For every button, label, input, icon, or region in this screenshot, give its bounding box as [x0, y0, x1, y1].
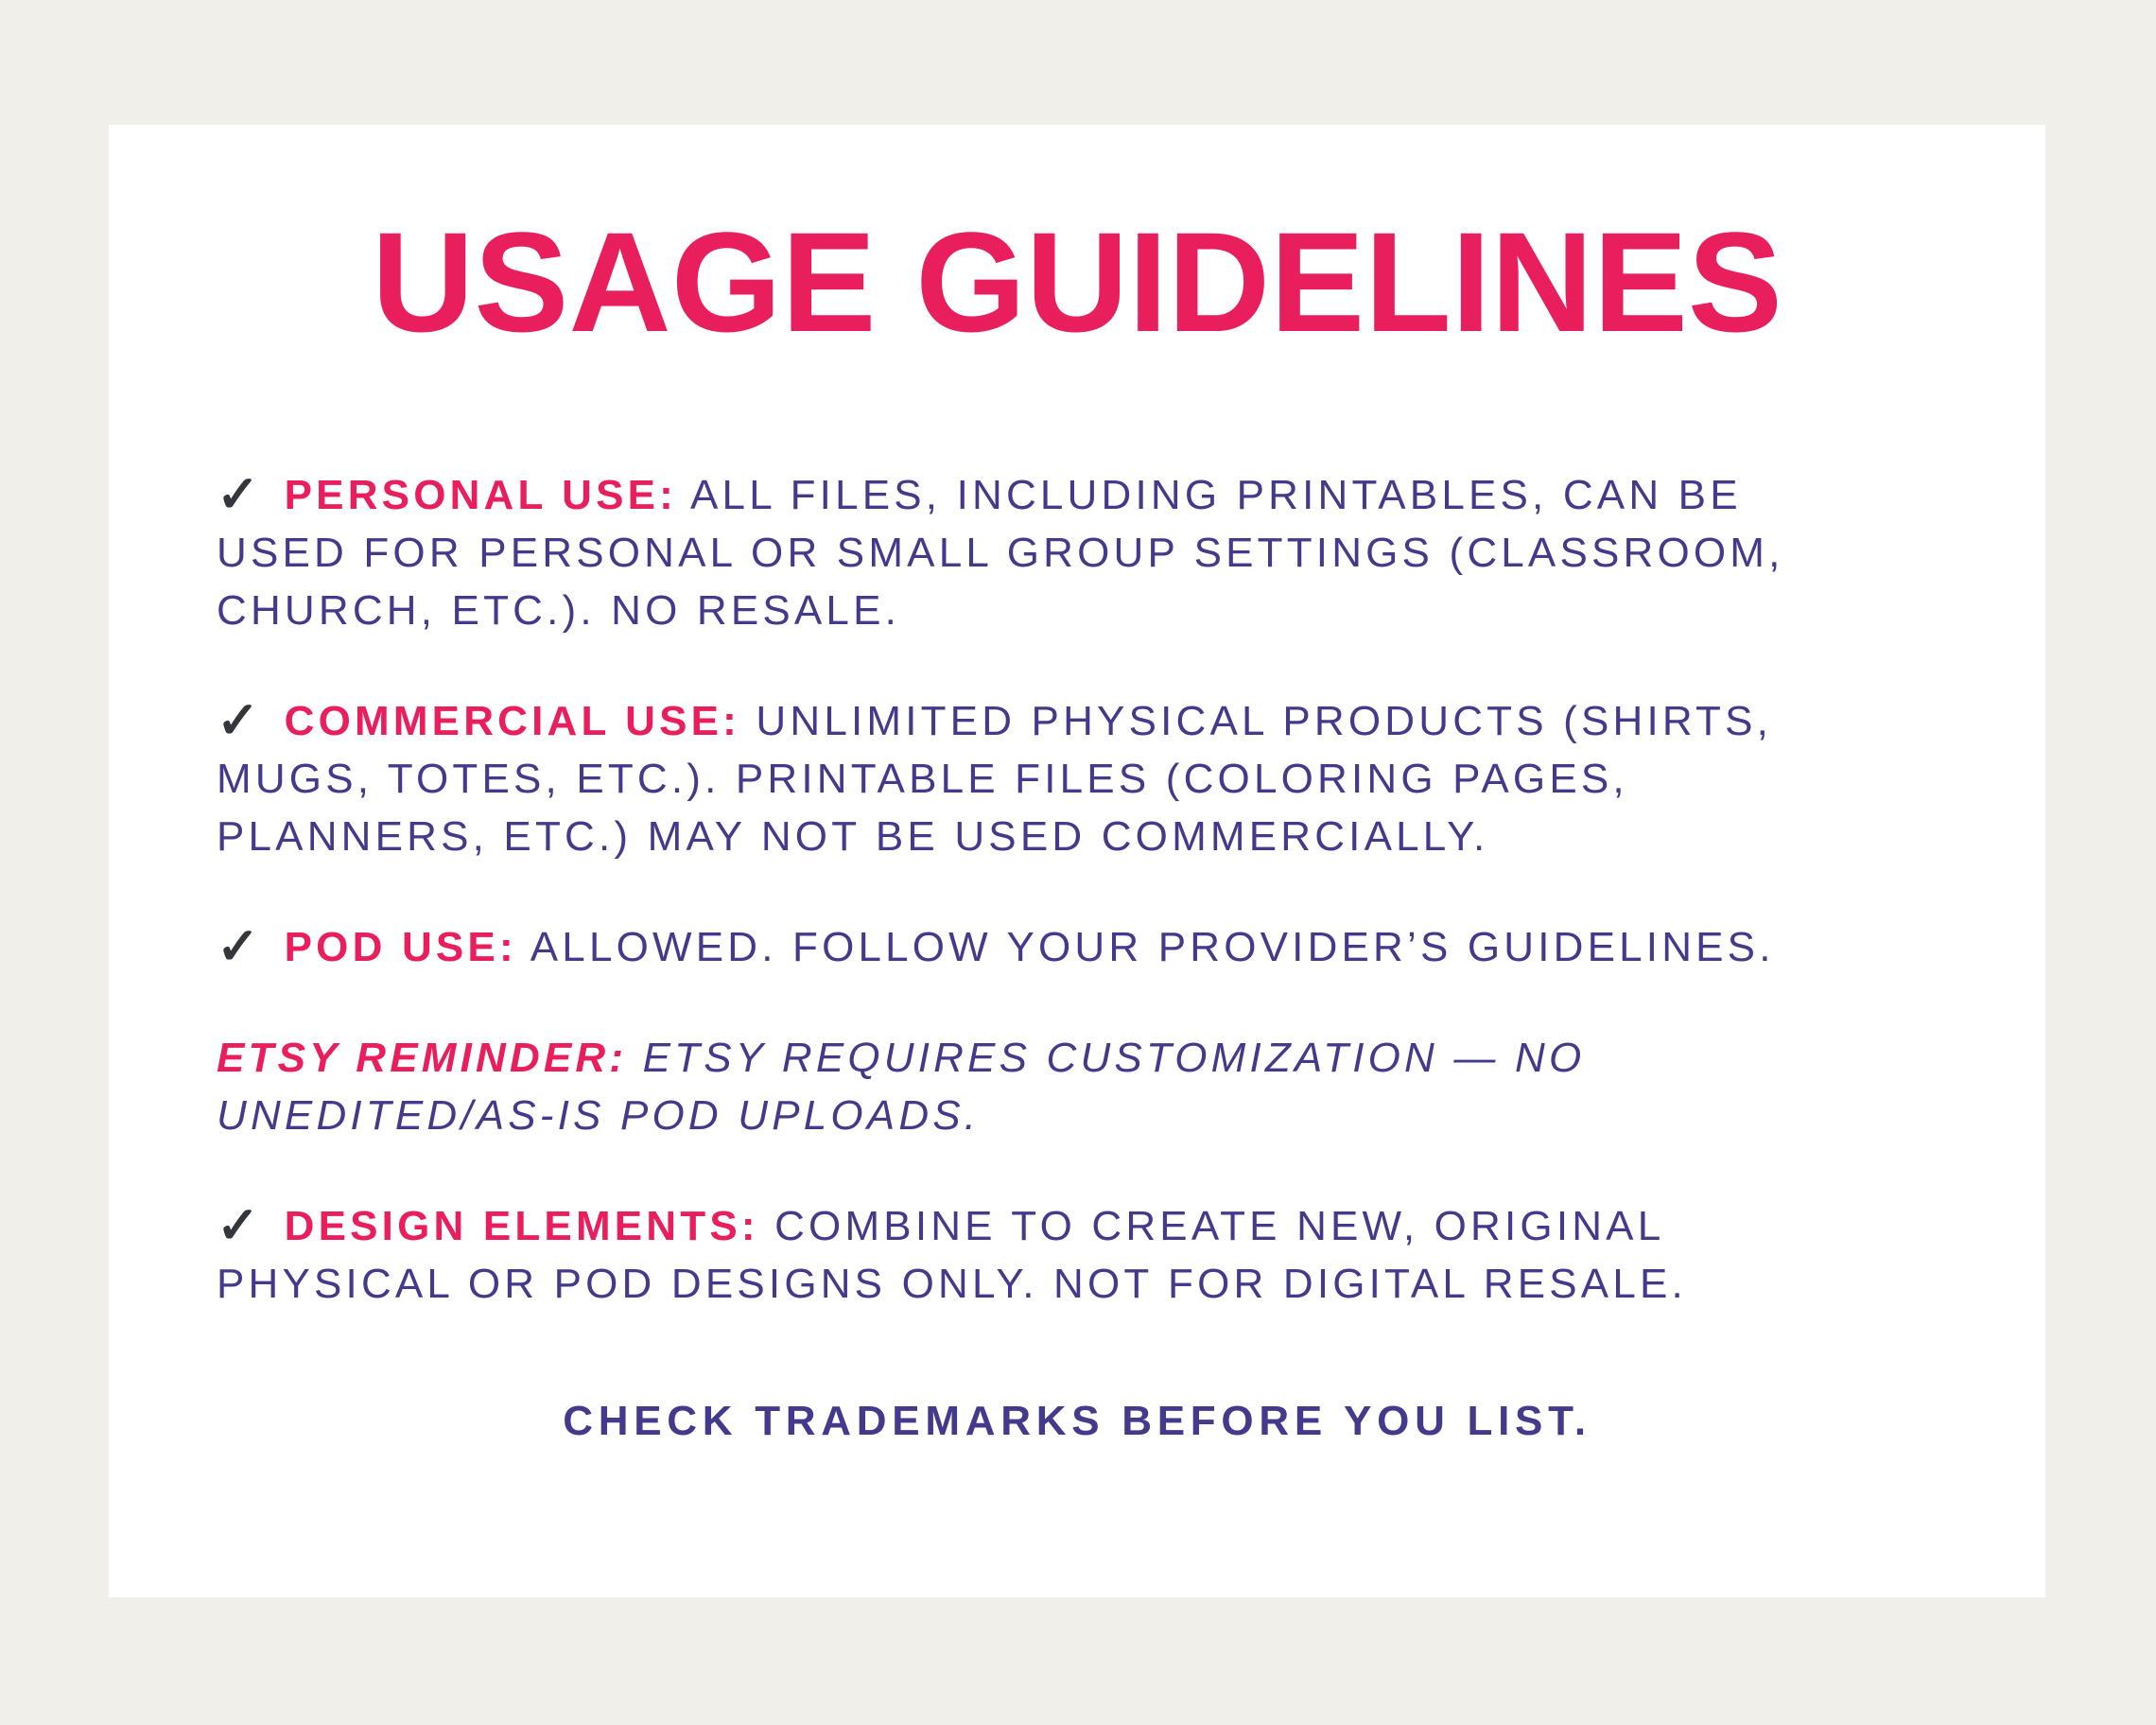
- checkmark-icon: ✓: [217, 466, 260, 523]
- checkmark-icon: ✓: [217, 1197, 260, 1254]
- footer-note: CHECK TRADEMARKS BEFORE YOU LIST.: [563, 1398, 1591, 1444]
- guideline-text: UNLIMITED PHYSICAL PRODUCTS (SHIRTS, MUGS, TOTES, ETC.). PRINTABLE FILES (COLORING PAGES, PLANNERS, ETC.) MAY NOT BE USED COMMERCIALLY.: [217, 698, 1773, 860]
- guideline-label: ETSY REMINDER:: [217, 1035, 628, 1081]
- checkmark-icon: ✓: [217, 692, 260, 749]
- guideline-pod-use: [217, 918, 1862, 976]
- guideline-etsy-reminder: [217, 1029, 1862, 1144]
- guidelines-list: [217, 466, 1938, 1313]
- guideline-label: POD USE:: [284, 924, 517, 970]
- usage-guidelines-card: [109, 125, 2045, 1597]
- page-title: USAGE GUIDELINES: [372, 202, 1782, 361]
- checkmark-icon: ✓: [217, 918, 260, 975]
- guideline-personal-use: [217, 466, 1862, 639]
- guideline-label: COMMERCIAL USE:: [284, 698, 740, 744]
- guideline-design-elements: [217, 1197, 1862, 1313]
- guideline-text: COMBINE TO CREATE NEW, ORIGINAL PHYSICAL OR POD DESIGNS ONLY. NOT FOR DIGITAL RESALE.: [217, 1203, 1687, 1307]
- guideline-label: PERSONAL USE:: [284, 472, 678, 518]
- guideline-text: ALLOWED. FOLLOW YOUR PROVIDER’S GUIDELINES.: [530, 924, 1775, 970]
- guideline-text: ALL FILES, INCLUDING PRINTABLES, CAN BE USED FOR PERSONAL OR SMALL GROUP SETTINGS (CLASSROOM, CHURCH, ETC.). NO RESALE.: [217, 472, 1784, 634]
- guideline-commercial-use: [217, 692, 1862, 865]
- guideline-label: DESIGN ELEMENTS:: [284, 1203, 759, 1249]
- guideline-text: ETSY REQUIRES CUSTOMIZATION — NO UNEDITED/AS-IS POD UPLOADS.: [217, 1035, 1586, 1139]
